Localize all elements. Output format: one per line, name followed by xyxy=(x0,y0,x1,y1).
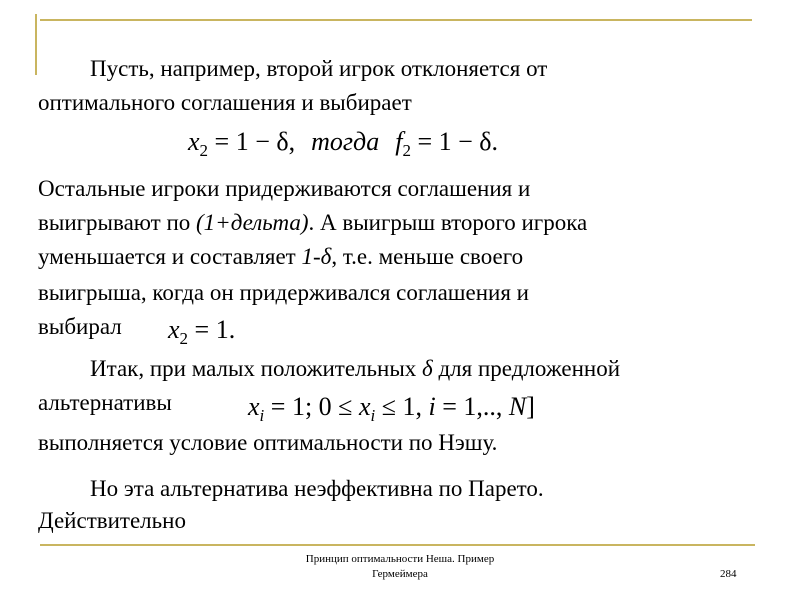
formula-3-N: N xyxy=(508,392,527,421)
text-line-5-a: уменьшается и составляет xyxy=(38,244,302,269)
formula-3-part1: = 1; 0 ≤ xyxy=(264,392,359,421)
formula-3-x2-sub: i xyxy=(370,406,376,425)
formula-1-x-rest: = 1 − δ, xyxy=(208,127,296,156)
text-line-4-c: . А выигрыш второго игрока xyxy=(308,210,588,235)
formula-1-word: тогда xyxy=(311,127,380,156)
frame-left-line xyxy=(35,14,37,75)
text-line-6: выигрыша, когда он придерживался соглашения и xyxy=(38,280,529,305)
text-line-8 xyxy=(90,354,620,384)
text-line-9: альтернативы xyxy=(38,390,172,415)
text-line-5-c: , т.е. меньше своего xyxy=(331,244,524,269)
formula-3 xyxy=(248,392,535,425)
formula-2-x: x xyxy=(168,315,180,344)
formula-1 xyxy=(188,127,499,160)
text-line-12: Действительно xyxy=(38,508,186,533)
formula-2-rest: = 1. xyxy=(188,315,236,344)
text-line-7: выбирал xyxy=(38,314,122,339)
text-line-1: Пусть, например, второй игрок отклоняется от xyxy=(90,56,548,81)
formula-1-f-sub: 2 xyxy=(402,141,411,160)
text-line-4 xyxy=(38,208,587,238)
formula-2-x-sub: 2 xyxy=(179,329,189,348)
footer-title-line-2: Гермеймера xyxy=(372,568,428,580)
formula-3-part2: ≤ 1, xyxy=(375,392,429,421)
formula-3-x1: x xyxy=(248,392,260,421)
formula-3-part3: = 1,.., xyxy=(435,392,509,421)
page-number: 284 xyxy=(720,568,737,580)
formula-3-part4: ] xyxy=(526,392,535,421)
text-line-10: выполняется условие оптимальности по Нэшу. xyxy=(38,430,498,455)
text-line-8-c: для предложенной xyxy=(432,356,621,381)
text-line-8-a: Итак, при малых положительных xyxy=(90,356,423,381)
formula-1-f: f xyxy=(395,127,403,156)
formula-3-i: i xyxy=(428,392,436,421)
text-line-4-b: (1+дельта) xyxy=(196,210,309,235)
text-line-4-a: выигрывают по xyxy=(38,210,197,235)
formula-3-x1-sub: i xyxy=(259,406,265,425)
footer-title-line-1: Принцип оптимальности Неша. Пример xyxy=(305,553,495,565)
text-line-2: оптимального соглашения и выбирает xyxy=(38,90,412,115)
text-line-5-b: 1-δ xyxy=(301,244,332,269)
formula-3-x2: x xyxy=(358,392,371,421)
text-line-8-b: δ xyxy=(422,356,433,381)
text-line-3: Остальные игроки придерживаются соглашения и xyxy=(38,176,531,201)
formula-1-f-rest: = 1 − δ. xyxy=(410,127,499,156)
formula-1-x: x xyxy=(188,127,200,156)
formula-2 xyxy=(168,315,236,348)
text-line-5 xyxy=(38,242,523,272)
frame-top-line xyxy=(40,19,752,21)
text-line-11: Но эта альтернатива неэффективна по Парето. xyxy=(90,476,544,501)
formula-1-x-sub: 2 xyxy=(199,141,209,160)
frame-bottom-line xyxy=(40,544,755,546)
footer-title xyxy=(230,552,570,582)
